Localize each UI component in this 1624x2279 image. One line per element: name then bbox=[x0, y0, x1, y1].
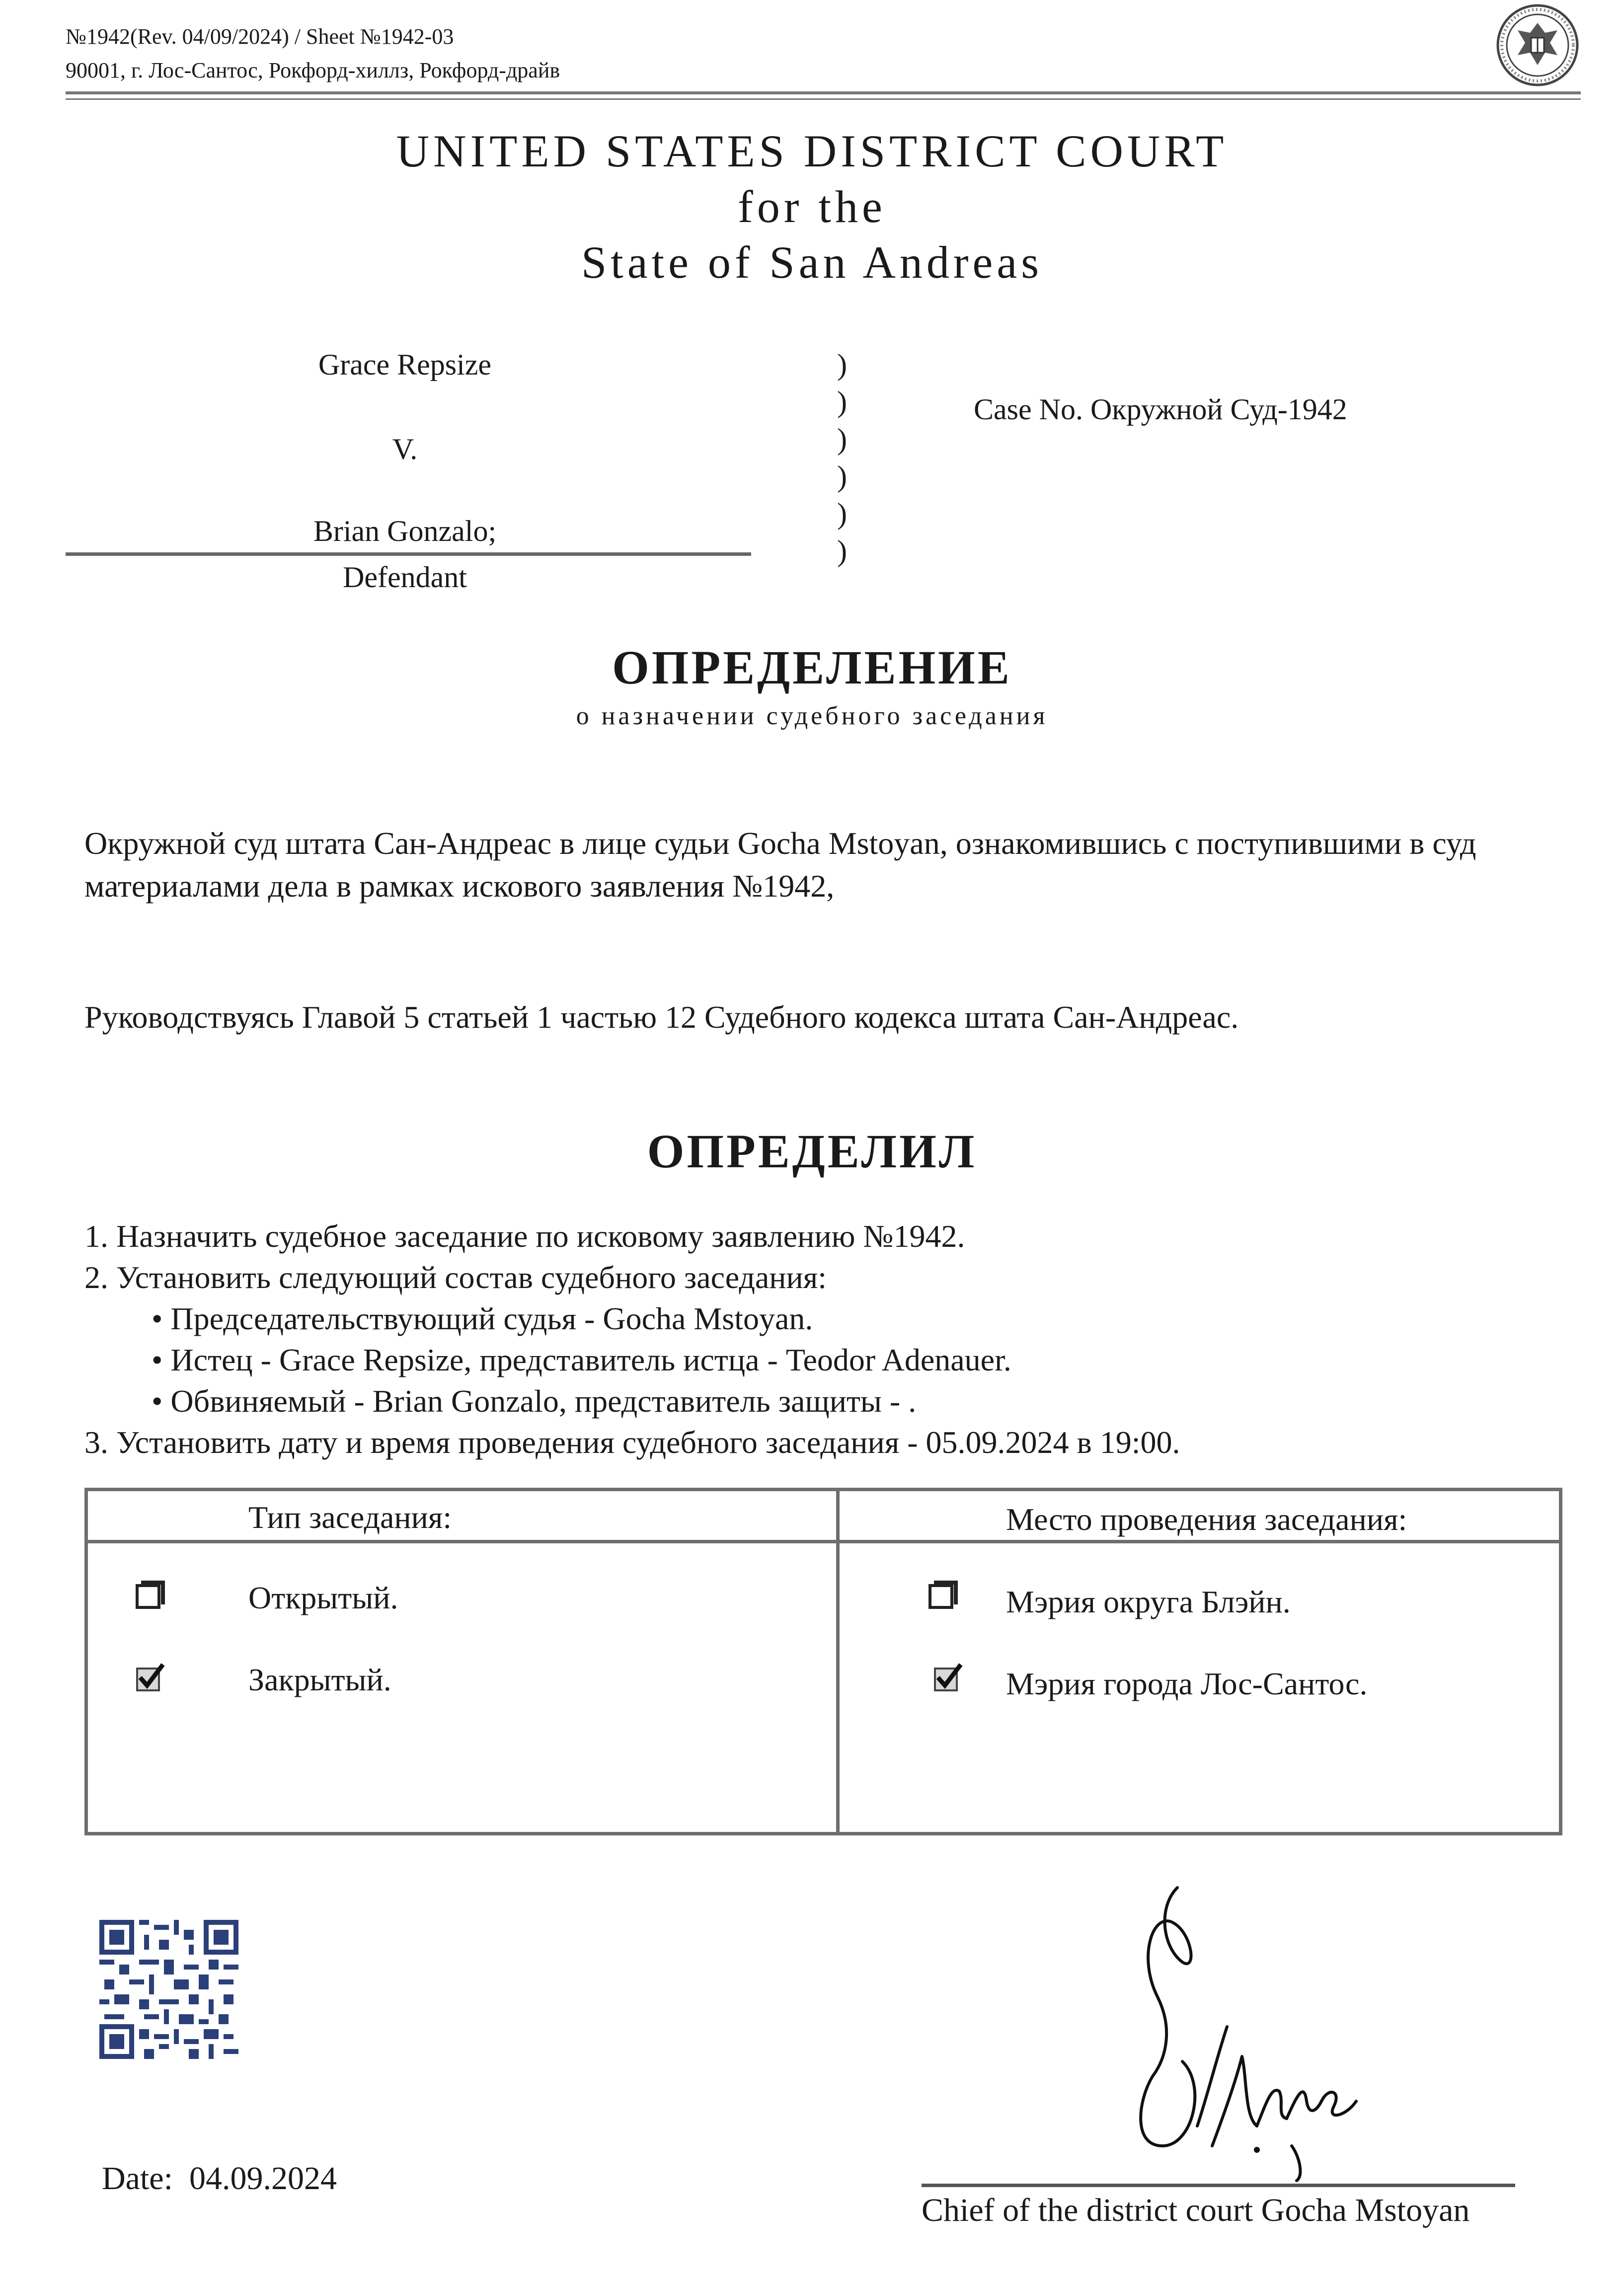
ruling-title: ОПРЕДЕЛИЛ bbox=[647, 1125, 977, 1178]
checkbox-empty-icon[interactable] bbox=[135, 1580, 166, 1610]
option-closed: Закрытый. bbox=[248, 1662, 391, 1697]
caption-paren: ) bbox=[837, 385, 847, 418]
option-open: Открытый. bbox=[248, 1580, 398, 1615]
signature-graphic bbox=[1108, 1868, 1366, 2186]
date-row bbox=[102, 2160, 337, 2198]
table-header-rule bbox=[84, 1540, 1562, 1543]
defendant-label: Defendant bbox=[343, 561, 467, 594]
ruling-subitem: • Председательствующий судья - Gocha Mstoyan. bbox=[152, 1301, 813, 1336]
table-column-divider bbox=[836, 1488, 840, 1835]
caption-paren: ) bbox=[837, 497, 847, 530]
ruling-item: 3. Установить дату и время проведения судебного заседания - 05.09.2024 в 19:00. bbox=[84, 1425, 1180, 1460]
court-seal-icon bbox=[1495, 3, 1580, 87]
header-address: 90001, г. Лос-Сантос, Рокфорд-хиллз, Рокфорд-драйв bbox=[66, 58, 560, 82]
court-name: UNITED STATES DISTRICT COURT bbox=[396, 126, 1228, 176]
checkbox-checked-icon[interactable] bbox=[933, 1662, 964, 1692]
header-ref: №1942(Rev. 04/09/2024) / Sheet №1942-03 bbox=[66, 24, 454, 49]
header-rule-top bbox=[66, 91, 1581, 94]
versus: V. bbox=[392, 433, 418, 465]
caption-paren: ) bbox=[837, 423, 847, 456]
checkbox-checked-icon[interactable] bbox=[135, 1662, 166, 1692]
qr-code-icon bbox=[99, 1920, 238, 2059]
defendant-name: Brian Gonzalo; bbox=[313, 515, 497, 547]
header-rule-bottom bbox=[66, 98, 1581, 100]
ruling-subitem: • Обвиняемый - Brian Gonzalo, представитель защиты - . bbox=[152, 1383, 917, 1419]
doc-title: ОПРЕДЕЛЕНИЕ bbox=[612, 641, 1012, 694]
caption-paren: ) bbox=[837, 460, 847, 493]
caption-paren: ) bbox=[837, 534, 847, 567]
session-place-header: Место проведения заседания: bbox=[1006, 1502, 1407, 1537]
signature-line bbox=[922, 2184, 1515, 2187]
court-state: State of San Andreas bbox=[581, 237, 1043, 288]
date-value: 04.09.2024 bbox=[189, 2160, 337, 2197]
doc-subtitle: о назначении судебного заседания bbox=[576, 702, 1048, 730]
court-for-the: for the bbox=[738, 181, 886, 232]
session-type-header: Тип заседания: bbox=[248, 1500, 452, 1535]
paragraph-basis: Руководствуясь Главой 5 статьей 1 частью 12 Судебного кодекса штата Сан-Андреас. bbox=[84, 999, 1239, 1035]
date-label: Date: bbox=[102, 2160, 173, 2197]
signer-title: Chief of the district court Gocha Mstoyan bbox=[922, 2192, 1470, 2228]
paragraph-intro: Окружной суд штата Сан-Андреас в лице судьи Gocha Mstoyan, ознакомившись с поступившими в суд материалами дела в рамках искового заявления №1942, bbox=[84, 826, 1476, 904]
plaintiff-name: Grace Repsize bbox=[318, 348, 492, 381]
option-blaine: Мэрия округа Блэйн. bbox=[1006, 1584, 1291, 1619]
caption-rule bbox=[66, 552, 751, 556]
caption-paren: ) bbox=[837, 348, 847, 381]
case-number: Case No. Окружной Суд-1942 bbox=[974, 393, 1347, 426]
ruling-item: 2. Установить следующий состав судебного заседания: bbox=[84, 1260, 827, 1295]
checkbox-empty-icon[interactable] bbox=[928, 1580, 959, 1610]
option-los-santos: Мэрия города Лос-Сантос. bbox=[1006, 1666, 1368, 1701]
ruling-item: 1. Назначить судебное заседание по исковому заявлению №1942. bbox=[84, 1218, 965, 1254]
ruling-subitem: • Истец - Grace Repsize, представитель истца - Teodor Adenauer. bbox=[152, 1342, 1011, 1377]
